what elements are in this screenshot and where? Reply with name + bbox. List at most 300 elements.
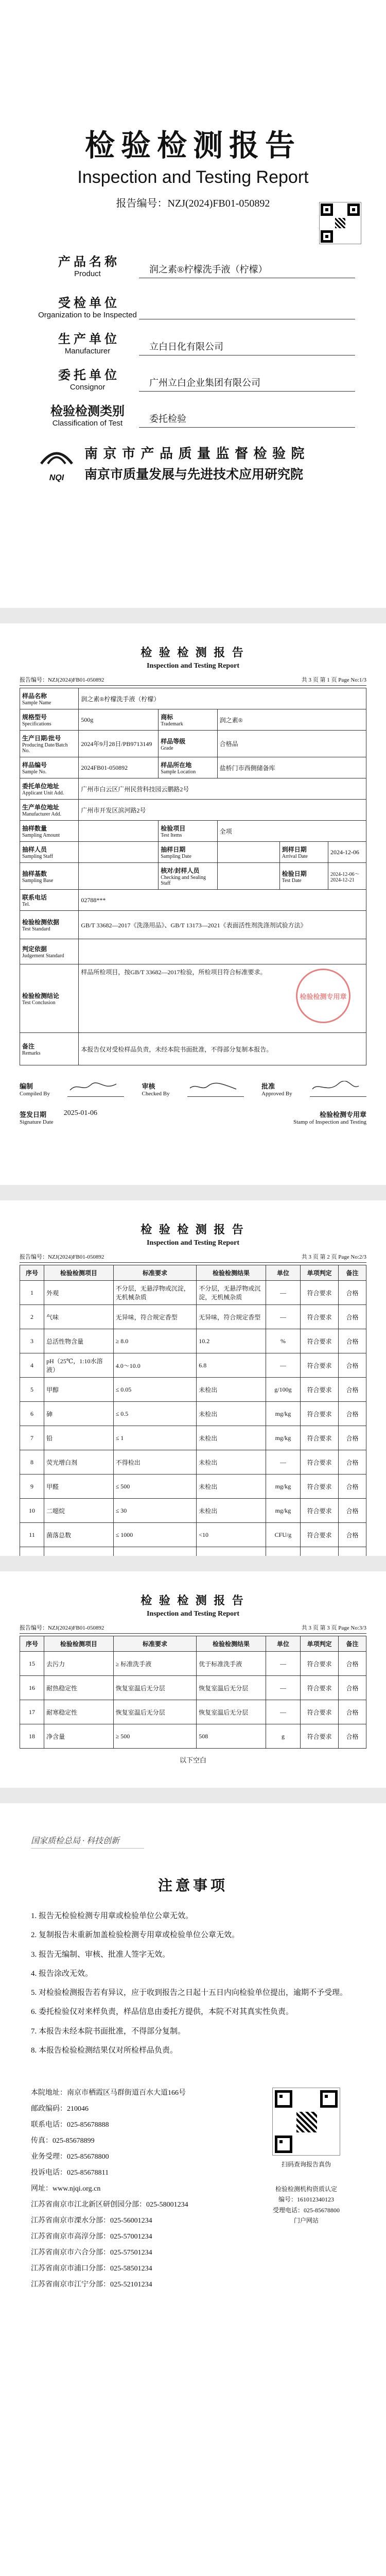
report-number-label: 报告编号： [116,198,168,209]
remarks-value: 本报告仅对受检样品负责，未经本院书面批准，不得部分复制本报告。 [79,1033,366,1065]
table-row [20,1305,366,1329]
contact-item: 网址：www.njqi.org.cn [31,2185,101,2193]
trademark-value: 润之素® [217,709,366,731]
judgement: 符合要求 [301,1329,339,1353]
signature-compiled [67,1081,124,1097]
requirement: ≥ 标准洗手液 [113,1652,197,1676]
row-index: 4 [20,1353,44,1378]
conclusion-value [79,964,366,1033]
label-en: Sample No. [22,769,47,775]
nqi-logo-icon [39,443,75,474]
field-label-en: Classification of Test [52,419,123,428]
contact-list [31,2088,257,2295]
signature-approved [310,1081,366,1097]
row-index: 17 [20,1700,44,1724]
signature-scribble-icon [67,1081,119,1093]
sample-no-value: 2024FB01-050892 [79,757,159,778]
judgement: 符合要求 [301,1724,339,1749]
label-en: Test Date [282,877,302,884]
column-header: 备注 [339,1636,366,1652]
column-header: 单位 [266,1265,300,1281]
label-en: Trademark [161,721,183,727]
column-header: 单项判定 [301,1265,339,1281]
remark: 合格 [339,1426,366,1450]
result: 未检出 [197,1402,266,1426]
report-title-en: Inspection and Testing Report [146,1239,240,1247]
label-en: Sampling Staff [22,854,54,859]
arrival-value: 2024-12-06 [328,842,366,863]
requirement: 恢复室温后无分层 [113,1676,197,1700]
unit: — [266,1305,300,1329]
approved-label: 批准 [261,1082,275,1090]
report-page-3 [0,1571,386,1788]
contact-item: 本院地址：南京市栖霞区马群街道百水大道166号 [31,2089,186,2097]
seal-text: 检验检测专用章 [300,992,347,1001]
unit: mg/kg [266,1426,300,1450]
table-row [20,1033,366,1065]
label-en: Applicant Unit Add. [22,790,64,796]
field-value: 立白日化有限公司 [139,340,355,355]
remark: 合格 [339,1724,366,1749]
row-index: 6 [20,1402,44,1426]
logo-text: NQI [49,473,64,482]
info-line: 受理电话：025-85678800 [273,2206,340,2214]
unit [266,1547,300,1556]
qr-corner-icon [321,230,333,243]
report-header-line [20,675,366,686]
label-en: Judgement Standard [22,953,64,959]
label-en: Sample Name [22,700,51,706]
contact-item: 联系电话：025-85678888 [31,2121,109,2129]
label: 样品所在地 [161,761,192,769]
result: <10 [197,1523,266,1547]
contact-item: 邮政编码：210046 [31,2105,89,2113]
table-row [20,1450,366,1475]
table-row [20,778,366,800]
label: 抽样日期 [161,846,186,853]
requirement: 4.0～10.0 [113,1353,197,1378]
signature-scribble-icon [187,1081,239,1093]
remark: 合格 [339,1475,366,1499]
table-row [20,1499,366,1523]
label: 生产日期/批号 [22,735,61,742]
table-row [20,1329,366,1353]
sample-info-table [20,688,366,1065]
result: 6.8 [197,1353,266,1378]
info-line: 检验检测机构资质认定 [275,2185,337,2193]
spec-value: 500g [79,709,159,731]
sample-name-value: 润之素®柠檬洗手液（柠檬） [79,688,366,709]
item-name: 甲醇 [44,1378,114,1402]
table-row [20,1724,366,1749]
result: 未检出 [197,1378,266,1402]
date-value: 2024年9月28日/PB9713149 [79,731,159,757]
contact-item: 江苏省南京市高淳分部：025-57001234 [31,2233,152,2241]
unit: — [266,1652,300,1676]
date-label-en: Signature Date [20,1119,54,1125]
institute-name-1: 南 京 市 产 品 质 量 监 督 检 验 院 [84,446,306,461]
page-number: 共 3 页 第 3 页 Page No:3/3 [301,1625,366,1631]
requirement: 不分层，无悬浮物或沉淀，无机械杂质 [113,1281,197,1305]
field-label-cn: 生 产 单 位 [58,333,117,346]
label-en: Grade [161,745,173,751]
test-standard-value: GB/T 33682—2017《洗涤用品》、GB/T 13173—2021《表面活性剂洗涤剂试验方法》 [79,911,366,939]
notice-item: 3. 报告无编制、审核、批准人签字无效。 [31,1950,170,1959]
contact-item: 江苏省南京市浦口分部：025-58501234 [31,2265,152,2273]
remark: 合格 [339,1676,366,1700]
phone-value: 02788*** [79,890,366,911]
label: 商标 [161,714,173,721]
result: 未检出 [197,1499,266,1523]
unit: CFU/g [266,1523,300,1547]
label-en: Producing Date/Batch No. [22,742,68,754]
label-en: Test Items [161,833,182,838]
row-index: 7 [20,1426,44,1450]
label: 抽样人员 [22,846,47,853]
notice-title: 注意事项 [157,1878,228,1894]
judgement: 符合要求 [301,1475,339,1499]
unit: g/100g [266,1378,300,1402]
label-en: Remarks [22,1050,41,1056]
remark: 合格 [339,1281,366,1305]
qr-corner-icon [275,2136,292,2153]
column-header: 备注 [339,1265,366,1281]
table-row [20,1676,366,1700]
label: 抽样数量 [22,825,47,832]
requirement: 不得检出 [113,1450,197,1475]
report-page-2 [0,1200,386,1556]
item-name [44,1547,114,1556]
table-row [20,1547,366,1556]
item-name: 净含量 [44,1724,114,1749]
contact-side [257,2088,355,2295]
label-en: Test Standard [22,926,50,932]
field-value: 委托检验 [139,412,355,428]
qr-corner-icon [275,2090,292,2108]
brand-mark [31,1834,144,1849]
requirement: ≤ 500 [113,1475,197,1499]
label: 检验检测结论 [22,992,60,999]
table-row [20,1426,366,1450]
unit: — [266,1353,300,1378]
judgement: 符合要求 [301,1499,339,1523]
result: 未检出 [197,1426,266,1450]
remark: 合格 [339,1523,366,1547]
requirement: ≥ 8.0 [113,1329,197,1353]
table-row [20,1475,366,1499]
item-name: 外观 [44,1281,114,1305]
table-row [20,1523,366,1547]
row-index: 9 [20,1475,44,1499]
remark: 合格 [339,1353,366,1378]
column-header: 检验检测结果 [197,1636,266,1652]
column-header: 单位 [266,1636,300,1652]
row-index: 11 [20,1523,44,1547]
contact-section [31,2088,355,2295]
field-label-en: Product [74,269,101,278]
label: 抽样基数 [22,870,47,877]
stamp-label: 检验检测专用章 [319,1111,366,1118]
item-name: 砷 [44,1402,114,1426]
column-header: 单项判定 [301,1636,339,1652]
row-index: 8 [20,1450,44,1475]
judgement: 符合要求 [301,1700,339,1724]
label: 判定依据 [22,945,47,953]
label: 样品等级 [161,737,186,745]
signature-scribble-icon [310,1081,361,1093]
results-table [20,1636,366,1749]
judgement [301,1547,339,1556]
report-number: NZJ(2024)FB01-050892 [167,198,270,209]
compiled-label-en: Compiled By [20,1091,50,1097]
field-value: 广州立白企业集团有限公司 [139,376,355,392]
checked-label: 审核 [142,1082,155,1090]
checked-label-en: Checked By [142,1091,170,1097]
checker-value [217,863,279,890]
report-title-cn: 检 验 检 测 报 告 [141,1594,245,1607]
remark: 合格 [339,1305,366,1329]
table-row [20,1652,366,1676]
table-row [20,1700,366,1724]
label-en: Arrival Date [282,854,308,859]
right-info [257,2184,355,2226]
notice-item: 5. 对检验检测报告若有异议，应于收到报告之日起十五日内向检验单位提出，逾期不予受理。 [31,1989,348,1997]
report-header-line [20,1623,366,1634]
field-label-cn: 检验检测类别 [50,405,125,418]
grade-value: 合格品 [217,731,366,757]
qr-corner-icon [347,204,360,216]
cover-field [36,355,355,392]
result: 恢复室温后无分层 [197,1676,266,1700]
row-index: 15 [20,1652,44,1676]
unit: mg/kg [266,1499,300,1523]
column-header: 标准要求 [113,1265,197,1281]
requirement: 无异味，符合规定香型 [113,1305,197,1329]
requirement [113,1547,197,1556]
table-row [20,964,366,1033]
info-line: 门户网站 [293,2217,319,2225]
item-name: 总活性物含量 [44,1329,114,1353]
label: 样品编号 [22,761,47,769]
report-number: 报告编号：NZJ(2024)FB01-050892 [20,677,104,683]
judgement: 符合要求 [301,1676,339,1700]
table-row [20,800,366,821]
page-number: 共 3 页 第 1 页 Page No:1/3 [301,677,366,683]
column-header: 标准要求 [113,1636,197,1652]
item-name: 荧光增白剂 [44,1450,114,1475]
label-en: Test Conclusion [22,1000,56,1006]
column-header: 检验检测结果 [197,1265,266,1281]
column-header: 检验检测项目 [44,1636,114,1652]
label-en: Sampling Base [22,877,54,884]
table-row [20,842,366,863]
unit: mg/kg [266,1475,300,1499]
result: 优于标准洗手液 [197,1652,266,1676]
table-row [20,1353,366,1378]
approved-label-en: Approved By [261,1091,292,1097]
result: 508 [197,1724,266,1749]
item-name: 二噁烷 [44,1499,114,1523]
result: 10.2 [197,1329,266,1353]
contact-item: 传真：025-85678899 [31,2137,95,2145]
report-page-1 [0,623,386,1185]
qr-pattern [335,218,345,228]
remark: 合格 [339,1329,366,1353]
item-name: 铅 [44,1426,114,1450]
table-row [20,1378,366,1402]
info-line: 编号：161012340123 [278,2196,334,2204]
result: 未检出 [197,1475,266,1499]
unit: — [266,1281,300,1305]
contact-item: 江苏省南京市江北新区研创园分部：025-58001234 [31,2201,188,2209]
item-name: 耐热稳定性 [44,1676,114,1700]
field-label-cn: 委 托 单 位 [58,369,117,382]
unit: — [266,1676,300,1700]
table-row [20,911,366,939]
location-value: 盐桥门市西侧储备库 [217,757,366,778]
requirement: ≤ 0.5 [113,1402,197,1426]
row-index: 2 [20,1305,44,1329]
cover-qr-code [319,202,361,244]
cover-field [36,278,355,319]
judgement: 符合要求 [301,1450,339,1475]
report-title-en: Inspection and Testing Report [146,662,240,670]
signature-row [20,1081,366,1097]
verify-qr-code [272,2088,340,2156]
judgement: 符合要求 [301,1652,339,1676]
label: 检验检测依据 [22,919,60,926]
judgement: 符合要求 [301,1402,339,1426]
test-date-value: 2024-12-06～2024-12-21 [328,863,366,890]
contact-item: 业务受理：025-85678800 [31,2153,109,2161]
table-row [20,1281,366,1305]
requirement: ≤ 1000 [113,1523,197,1547]
field-value [139,306,355,319]
cover-field [36,242,355,278]
field-value: 润之素®柠檬洗手液（柠檬） [139,262,355,278]
notice-item: 6. 委托检验仅对来样负责，样品信息由委托方提供，本院不对其真实性负责。 [31,2008,294,2016]
cover-title-cn: 检验检测报告 [84,129,301,162]
report-title-cn: 检 验 检 测 报 告 [141,646,245,659]
results-table [20,1265,366,1556]
item-name: 耐寒稳定性 [44,1700,114,1724]
item-name: 去污力 [44,1652,114,1676]
result: 不分层，无悬浮物或沉淀，无机械杂质 [197,1281,266,1305]
remark: 合格 [339,1499,366,1523]
notice-item: 4. 报告涂改无效。 [31,1969,93,1978]
inspection-seal [296,969,350,1023]
column-header: 序号 [20,1265,44,1281]
judgement-standard-value [79,939,366,964]
signature-date: 2025-01-06 [63,1109,98,1117]
requirement: ≤ 30 [113,1499,197,1523]
qr-corner-icon [321,204,333,216]
table-header-row [20,1265,366,1281]
remark [339,1547,366,1556]
page-number: 共 3 页 第 2 页 Page No:2/3 [301,1254,366,1260]
result: 未检出 [197,1450,266,1475]
field-label-en: Organization to be Inspected [38,311,137,319]
notice-item: 1. 报告无检验检测专用章或检验单位公章无效。 [31,1912,194,1920]
notice-page [0,1803,386,2576]
cover-title-en: Inspection and Testing Report [77,167,309,187]
label: 生产单位地址 [22,804,60,811]
qr-pattern [296,2112,317,2132]
signature-date-row [20,1109,366,1125]
unit: — [266,1700,300,1724]
judgement: 符合要求 [301,1353,339,1378]
cover-field [36,319,355,355]
contact-item: 江苏省南京市六合分部：025-57501234 [31,2249,152,2257]
field-label-en: Consignor [69,383,106,392]
notice-item: 7. 本报告未经本院书面批准，不得部分复制。 [31,2027,186,2036]
result: 恢复室温后无分层 [197,1700,266,1724]
column-header: 序号 [20,1636,44,1652]
label: 到样日期 [282,846,307,853]
notice-item: 8. 本报告检验检测结果仅对所检样品负责。 [31,2046,178,2055]
contact-item: 投诉电话：025-85678811 [31,2169,109,2177]
item-name: pH（25℃，1:10水溶液） [44,1353,114,1378]
test-items-value: 全项 [217,821,366,842]
qr-corner-icon [320,2090,338,2108]
remark: 合格 [339,1652,366,1676]
label: 检验日期 [282,870,307,877]
label-en: Checking and Sealing Staff [161,875,206,886]
label-en: Sample Location [161,769,196,775]
institute-name-2: 南京市质量发展与先进技术应用研究院 [84,468,304,482]
requirement: ≥ 500 [113,1724,197,1749]
requirement: ≤ 0.05 [113,1378,197,1402]
label: 委托单位地址 [22,783,60,790]
unit: mg/kg [266,1402,300,1426]
item-name: 气味 [44,1305,114,1329]
table-row [20,939,366,964]
label-en: Specifications [22,721,51,727]
label: 规格型号 [22,714,47,721]
row-index: 18 [20,1724,44,1749]
label-en: Sampling Date [161,854,191,859]
cover-page [0,0,386,608]
amount-value [79,821,159,842]
notice-item: 2. 复制报告未重新加盖检验检测专用章或检验单位公章无效。 [31,1931,240,1940]
sample-date-value [217,842,279,863]
nqi-logo [36,443,77,483]
qr-caption: 扫码查询报告真伪 [281,2161,331,2168]
label: 备注 [22,1043,35,1050]
base-value [79,863,159,890]
contact-item: 江苏省南京市溧水分部：025-56001234 [31,2217,152,2225]
field-label-cn: 产 品 名 称 [58,256,117,269]
remark: 合格 [339,1402,366,1426]
table-row [20,757,366,778]
row-index [20,1547,44,1556]
date-label: 签发日期 [20,1111,47,1118]
unit: — [266,1450,300,1475]
row-index: 16 [20,1676,44,1700]
remark: 合格 [339,1450,366,1475]
report-title-en: Inspection and Testing Report [146,1610,240,1618]
cover-fields [36,242,355,428]
label: 核对/封样人员 [161,867,200,874]
report-number: 报告编号：NZJ(2024)FB01-050892 [20,1254,104,1260]
table-row [20,688,366,709]
requirement: 恢复室温后无分层 [113,1700,197,1724]
row-index: 10 [20,1499,44,1523]
notice-list [31,1910,355,2057]
remark: 合格 [339,1378,366,1402]
result: 无异味，符合规定香型 [197,1305,266,1329]
table-row [20,731,366,757]
